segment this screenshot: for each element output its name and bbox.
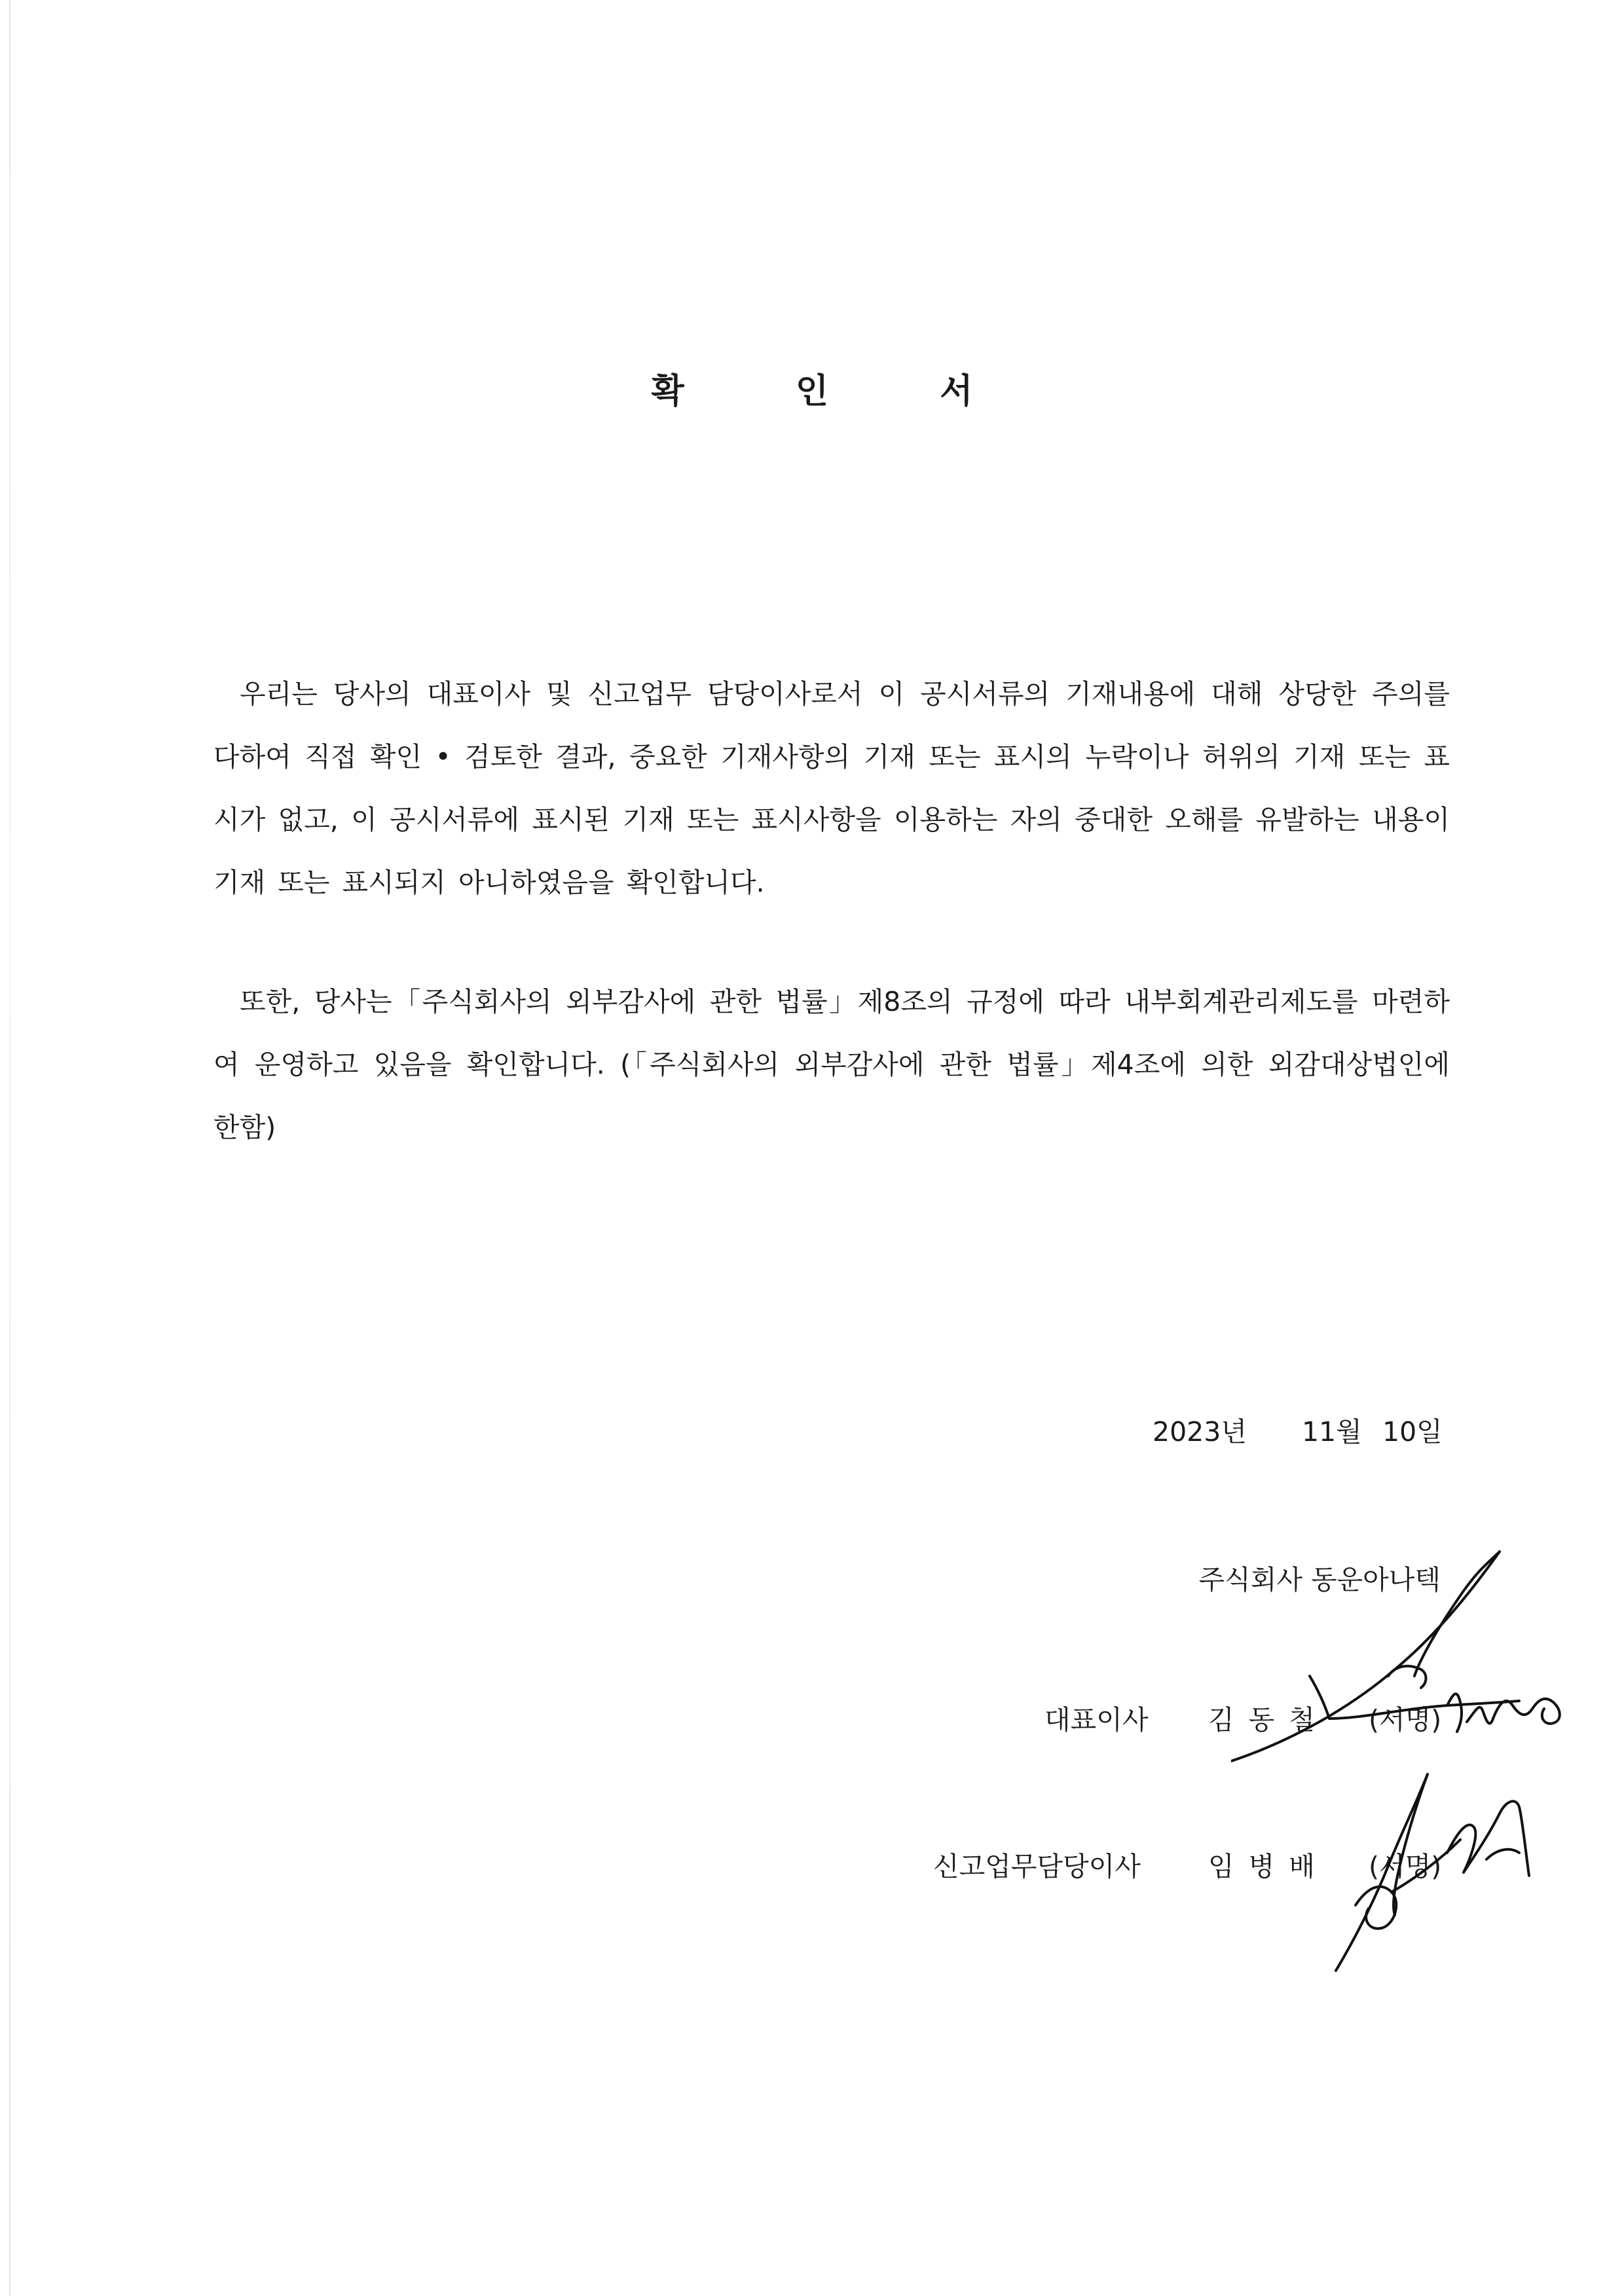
date-day: 10일 [1382,1416,1443,1448]
ceo-signature-mark: (서명) [1369,1704,1442,1736]
ceo-name: 김동철 [1208,1704,1329,1736]
disclosure-officer-role-label: 신고업무담당이사 [933,1851,1141,1882]
date-month: 11월 [1302,1416,1362,1448]
ceo-role-label: 대표이사 [1044,1704,1149,1736]
disclosure-officer-name: 임병배 [1208,1851,1329,1882]
company-name: 주식회사 동운아나텍 [1198,1564,1441,1595]
disclosure-officer-signature-mark: (서명) [1369,1851,1442,1882]
date-year: 2023년 [1153,1416,1247,1448]
scan-edge [9,0,10,2296]
internal-control-paragraph: 또한, 당사는「주식회사의 외부감사에 관한 법률」제8조의 규정에 따라 내부회계관리제도를 마련하여 운영하고 있음을 확인합니다. (「주식회사의 외부감사에 관한 법률」제4조에 의한 외감대상법인에 한함) [213,986,1450,1143]
document-title: 확 인 서 [651,372,1023,411]
confirmation-paragraph: 우리는 당사의 대표이사 및 신고업무 담당이사로서 이 공시서류의 기재내용에 대해 상당한 주의를 다하여 직접 확인 • 검토한 결과, 중요한 기재사항의 기재 또는 표시의 누락이나 허위의 기재 또는 표시가 없고, 이 공시서류에 표시된 기재 또는 표시사항을 이용하는 자의 중대한 오해를 유발하는 내용이 기재 또는 표시되지 아니하였음을 확인합니다. [213,678,1450,898]
